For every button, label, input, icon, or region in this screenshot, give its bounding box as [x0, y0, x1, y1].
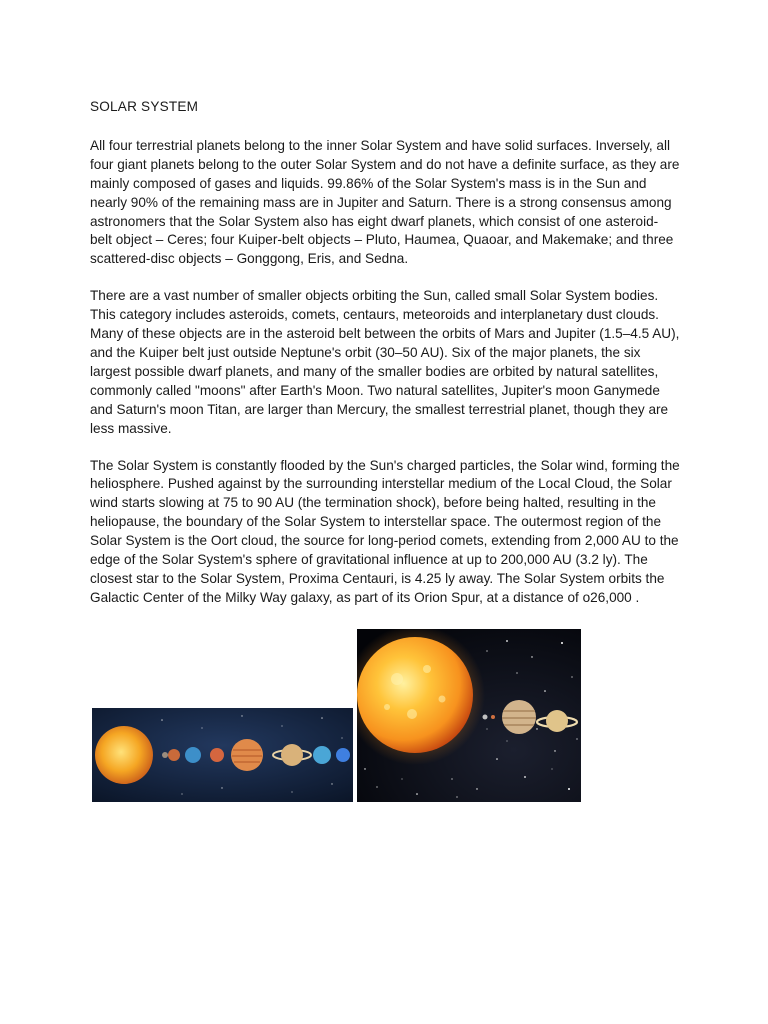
- earth-icon: [185, 747, 201, 763]
- sun-in-space-image: [357, 629, 581, 802]
- paragraph-terrestrial-giant: All four terrestrial planets belong to the inner Solar System and have solid surfaces. Inversely, all four giant planets belong to the outer Solar System and do not have a definite surface, as they are mainly composed of gases and liquids. 99.86% of the Solar System's mass is in the Sun and nearly 90% of the remaining mass are in Jupiter and Saturn. There is a strong consensus among astronomers that the Solar System also has eight dwarf planets, which consist of one asteroid-belt object – Ceres; four Kuiper-belt objects – Pluto, Haumea, Quaoar, and Makemake; and three scattered-disc objects – Gonggong, Eris, and Sedna.: [90, 137, 680, 267]
- uranus-icon: [313, 746, 331, 764]
- venus-icon: [168, 749, 180, 761]
- sun-in-space-illustration: [357, 629, 581, 802]
- planet-row-image: [92, 708, 353, 802]
- big-sun-icon: [357, 637, 473, 753]
- saturn-icon: [546, 710, 568, 732]
- jupiter-icon: [502, 700, 536, 734]
- mercury-icon: [162, 752, 168, 758]
- paragraph-heliosphere: The Solar System is constantly flooded by the Sun's charged particles, the Solar wind, forming the heliosphere. Pushed against by the surrounding interstellar medium of the Local Cloud, the Solar wind starts slowing at 75 to 90 AU (the termination shock), before being halted, resulting in the heliopause, the boundary of the Solar System to interstellar space. The outermost region of the Solar System is the Oort cloud, the source for long-period comets, extending from 2,000 AU to the edge of the Solar System's sphere of gravitational influence at up to 200,000 AU (3.2 ly). The closest star to the Solar System, Proxima Centauri, is 4.25 ly away. The Solar System orbits the Galactic Center of the Milky Way galaxy, as part of its Orion Spur, at a distance of o26,000 .: [90, 457, 680, 605]
- paragraph-small-bodies: There are a vast number of smaller objects orbiting the Sun, called small Solar System bodies. This category includes asteroids, comets, centaurs, meteoroids and interplanetary dust clouds. Many of these objects are in the asteroid belt between the orbits of Mars and Jupiter (1.5–4.5 AU), and the Kuiper belt just outside Neptune's orbit (30–50 AU). Six of the major planets, the six largest possible dwarf planets, and many of the smaller bodies are orbited by natural satellites, commonly called "moons" after Earth's Moon. Two natural satellites, Jupiter's moon Ganymede and Saturn's moon Titan, are larger than Mercury, the smallest terrestrial planet, though they are less massive.: [90, 288, 680, 436]
- document-body: [90, 98, 680, 626]
- document-title: SOLAR SYSTEM: [90, 99, 199, 114]
- neptune-icon: [336, 748, 350, 762]
- tiny-planet-icon: [491, 715, 495, 719]
- mars-icon: [210, 748, 224, 762]
- saturn-icon: [281, 744, 303, 766]
- sun-icon: [95, 726, 153, 784]
- jupiter-icon: [231, 739, 263, 771]
- small-planet-icon: [483, 715, 488, 720]
- planet-row-illustration: [92, 708, 353, 802]
